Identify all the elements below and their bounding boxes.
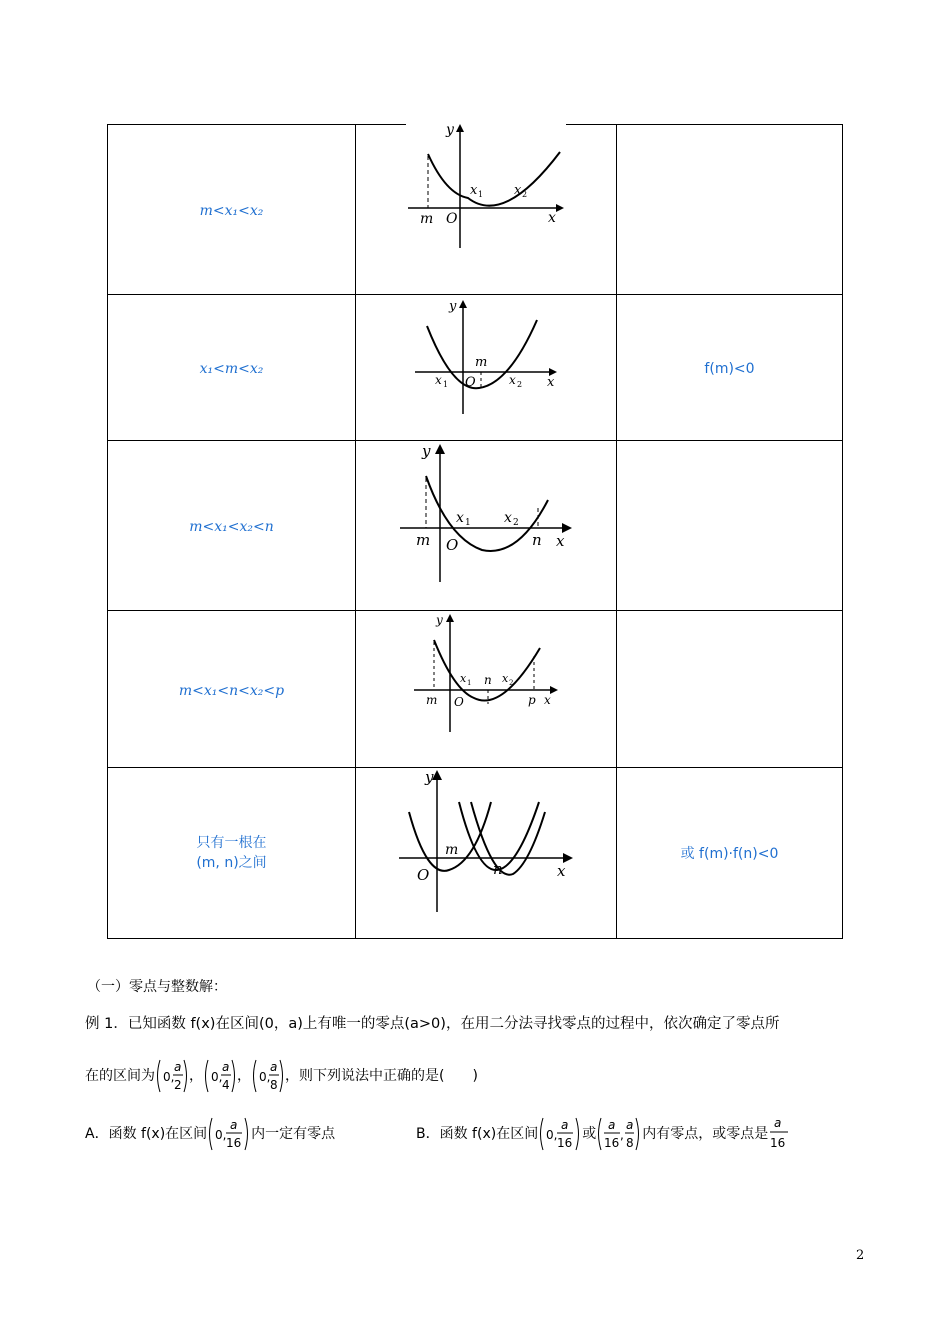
interval-a-over-8 [251, 1056, 285, 1096]
svg-text:y: y [422, 441, 431, 460]
condition-text: m<x₁<x₂ [199, 203, 264, 219]
example-line-2: 在的区间为 0, a 2 ， 0, a 4 ， 0, a 8 ，则下列说法中正确的是( ) [85, 1056, 478, 1096]
condition-text: m<x₁<n<x₂<p [178, 682, 285, 699]
svg-text:y: y [446, 121, 454, 138]
svg-text:2: 2 [517, 379, 523, 389]
option-a[interactable]: A．函数 f(x)在区间 0, a 16 内一定有零点 [85, 1114, 335, 1154]
interval-a-over-2 [155, 1056, 189, 1096]
svg-text:16: 16 [226, 1136, 242, 1150]
svg-text:O: O [454, 695, 464, 709]
result-text: 或 f(m)·f(n)<0 [680, 846, 779, 862]
svg-text:2: 2 [522, 189, 528, 199]
svg-text:x: x [544, 693, 551, 707]
svg-text:O: O [465, 374, 476, 390]
interval-a16-to-a8 [596, 1114, 642, 1154]
svg-text:x: x [509, 372, 516, 387]
svg-text:a: a [608, 1118, 616, 1132]
svg-text:2: 2 [513, 517, 519, 528]
condition-text: m<x₁<x₂<n [189, 519, 274, 535]
svg-text:x: x [556, 531, 565, 550]
svg-text:a: a [230, 1118, 238, 1132]
svg-text:O: O [417, 865, 430, 884]
svg-text:y: y [449, 298, 457, 314]
condition-cell [108, 611, 356, 768]
svg-text:1: 1 [443, 379, 449, 389]
svg-text:m: m [426, 693, 438, 707]
condition-text: x₁<m<x₂ [199, 361, 264, 377]
svg-text:m: m [416, 530, 431, 549]
svg-text:p: p [528, 693, 536, 707]
svg-text:x: x [504, 509, 512, 526]
graph-2 [413, 296, 559, 416]
svg-text:x: x [470, 182, 478, 198]
graph-1 [406, 122, 566, 252]
example-line-1: 例 1．已知函数 f(x)在区间(0，a)上有唯一的零点(a>0)，在用二分法寻找零点的过程中，依次确定了零点所 [85, 1016, 780, 1032]
condition-cell [108, 295, 356, 441]
result-text: f(m)<0 [704, 361, 755, 377]
svg-text:m: m [475, 354, 488, 370]
svg-text:x: x [456, 509, 464, 526]
graph-cell [356, 121, 617, 295]
interval-a-over-16 [207, 1114, 251, 1154]
svg-text:1: 1 [465, 517, 471, 528]
section-title: （一）零点与整数解： [87, 979, 227, 995]
svg-text:m: m [445, 841, 459, 858]
svg-text:m: m [420, 210, 434, 227]
svg-text:2: 2 [174, 1078, 182, 1092]
page-number: 2 [856, 1248, 865, 1263]
interval-a-over-4 [203, 1056, 237, 1096]
svg-text:x: x [435, 372, 442, 387]
graph-cell [356, 441, 617, 611]
svg-text:a: a [174, 1060, 182, 1074]
graph-3 [398, 442, 574, 584]
svg-text:0,: 0, [163, 1070, 175, 1084]
svg-text:16: 16 [557, 1136, 573, 1150]
svg-text:y: y [436, 613, 443, 627]
svg-text:,: , [620, 1128, 625, 1142]
svg-text:x: x [460, 672, 467, 685]
interval-0-to-a16 [538, 1114, 582, 1154]
option-b[interactable]: B．函数 f(x)在区间 0, a 16 或 a 16 , a 8 内有零点，或零点是 a 16 [416, 1114, 790, 1154]
svg-text:4: 4 [222, 1078, 230, 1092]
svg-text:y: y [425, 767, 434, 786]
condition-text-line2: (m, n)之间 [196, 855, 267, 871]
condition-text-line1: 只有一根在 [196, 835, 267, 851]
svg-text:0,: 0, [211, 1070, 223, 1084]
svg-text:16: 16 [604, 1136, 620, 1150]
svg-text:x: x [547, 374, 555, 390]
svg-text:a: a [270, 1060, 278, 1074]
svg-text:x: x [557, 861, 566, 880]
result-cell [617, 125, 843, 295]
svg-text:1: 1 [478, 189, 484, 199]
svg-text:1: 1 [467, 679, 472, 687]
result-cell [617, 768, 843, 939]
svg-text:n: n [532, 530, 542, 549]
svg-text:x: x [548, 209, 556, 226]
svg-text:8: 8 [270, 1078, 278, 1092]
condition-cell [108, 441, 356, 611]
svg-text:8: 8 [626, 1136, 634, 1150]
svg-text:a: a [222, 1060, 230, 1074]
svg-text:a: a [774, 1116, 782, 1130]
value-a-over-16 [768, 1114, 790, 1154]
zero-distribution-table [107, 121, 843, 939]
svg-text:a: a [561, 1118, 569, 1132]
svg-text:16: 16 [770, 1136, 786, 1150]
svg-text:0,: 0, [215, 1128, 227, 1142]
svg-text:x: x [514, 182, 522, 198]
svg-text:x: x [502, 672, 509, 685]
graph-5 [397, 768, 575, 914]
svg-text:n: n [484, 673, 492, 687]
graph-cell [356, 295, 617, 441]
condition-cell [108, 125, 356, 295]
svg-text:0,: 0, [259, 1070, 271, 1084]
svg-text:O: O [446, 535, 459, 554]
svg-text:O: O [446, 210, 458, 227]
result-cell [617, 441, 843, 611]
condition-cell [108, 768, 356, 939]
result-cell [617, 611, 843, 768]
svg-text:2: 2 [509, 679, 514, 687]
graph-cell [356, 611, 617, 768]
graph-cell [356, 768, 617, 939]
graph-4 [412, 612, 560, 734]
result-cell [617, 295, 843, 441]
svg-text:0,: 0, [546, 1128, 558, 1142]
svg-text:n: n [493, 859, 503, 878]
svg-text:a: a [626, 1118, 634, 1132]
